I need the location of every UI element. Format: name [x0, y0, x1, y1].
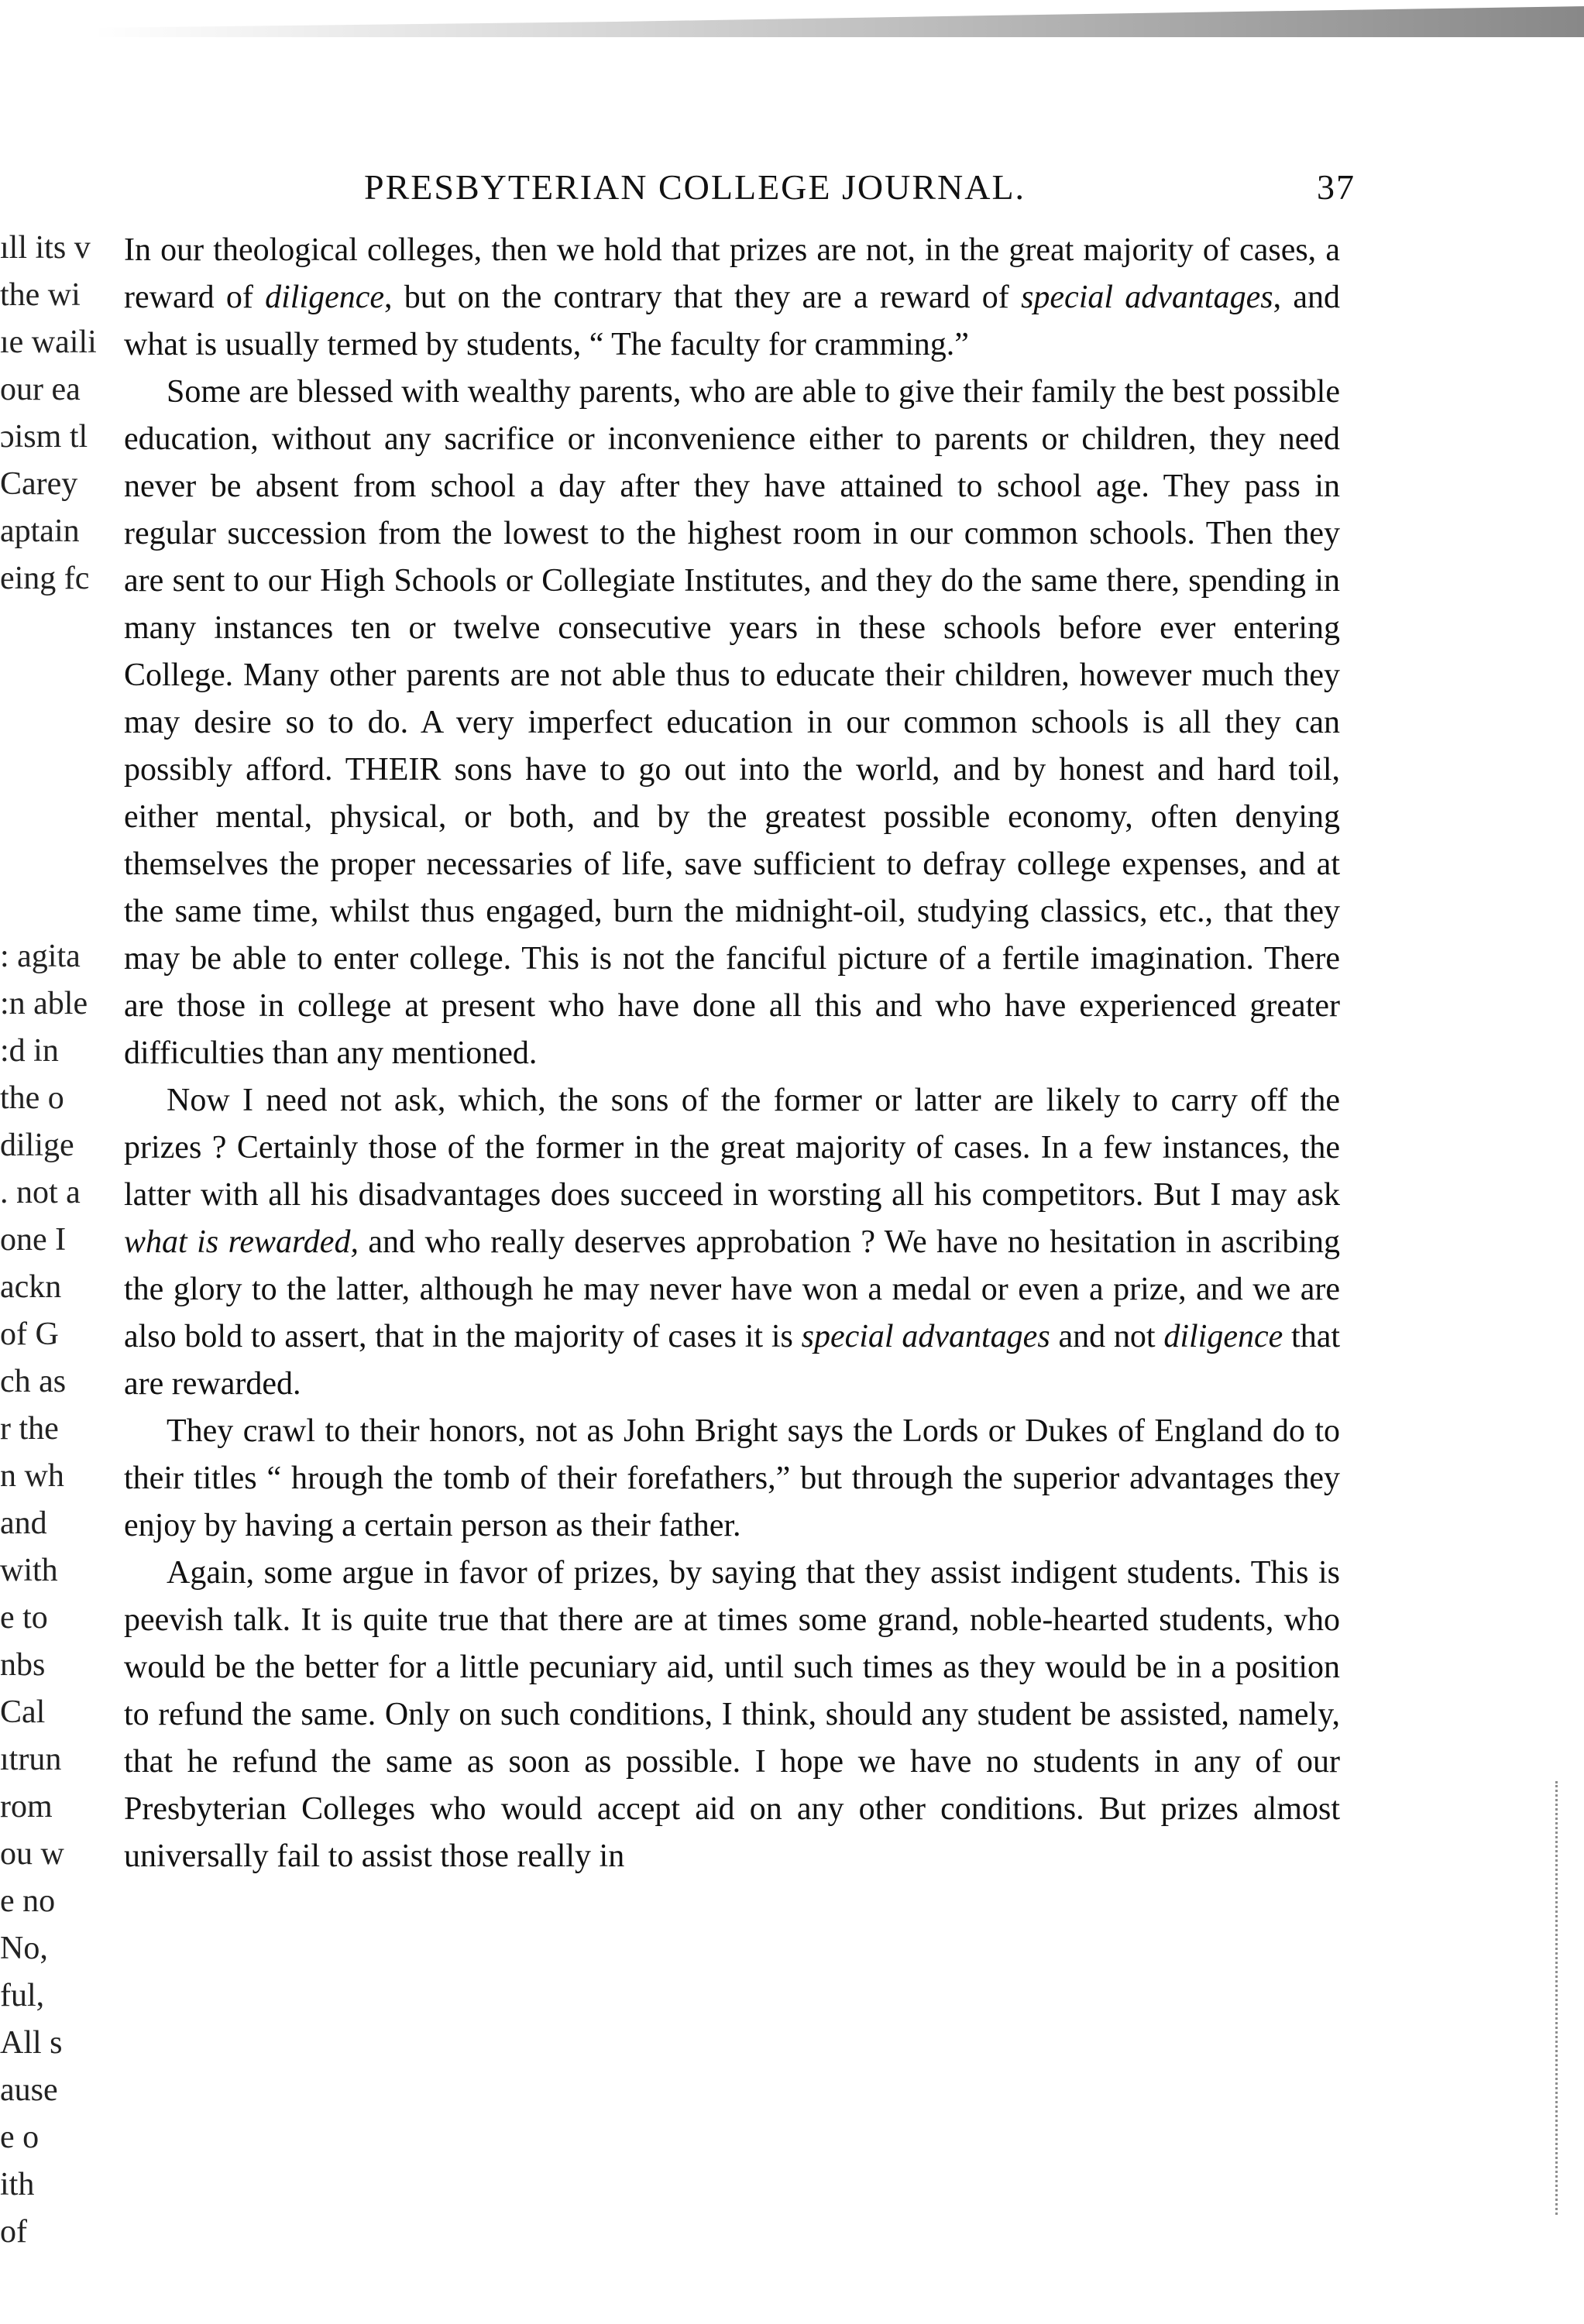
margin-fragment — [0, 744, 136, 791]
paragraph-p4 — [124, 1408, 1340, 1550]
margin-fragment: eing fc — [0, 561, 90, 596]
margin-fragment: our ea — [0, 372, 81, 407]
margin-fragment: aptain — [0, 513, 80, 549]
text-run: that are rewarded. — [124, 1319, 1341, 1402]
margin-fragment: the wi — [0, 277, 81, 313]
text-run: In our theological colleges, then we hold that prizes are not, in the great majority of cases, a reward of — [124, 232, 1340, 315]
italic-text: special advantages — [1021, 280, 1273, 315]
running-header — [364, 166, 1356, 208]
margin-fragment: dilige — [0, 1128, 74, 1163]
margin-fragment — [0, 697, 136, 744]
margin-fragment: e o — [0, 2120, 40, 2155]
text-run: and who really deserves approbation ? We have no hesitation in ascribing the glory to the latter, although he may never have won a medal or even a prize, and we are also bold to assert, that in the majority of cases it is — [124, 1224, 1340, 1354]
margin-fragment: ith — [0, 2167, 35, 2202]
italic-text: diligence — [1163, 1319, 1283, 1354]
margin-fragment — [0, 839, 136, 886]
margin-fragment: the o — [0, 1080, 64, 1116]
margin-fragment: ackn — [0, 1269, 62, 1305]
text-run: Now I need not ask, which, the sons of the former or latter are likely to carry off the prizes ? Certainly those of the former in the great majority of cases. In a few instances, the latter with all his disadvantages does succeed in worsting all his competitors. But I may ask — [124, 1083, 1340, 1213]
margin-fragment: No, — [0, 1931, 48, 1966]
margin-fragment: ıtrun — [0, 1742, 62, 1777]
scan-edge-noise — [93, 6, 1584, 37]
margin-fragment — [0, 650, 136, 697]
margin-fragment: Carey — [0, 466, 78, 502]
margin-fragment: Cal — [0, 1694, 46, 1730]
text-run: Some are blessed with wealthy parents, who are able to give their family the best possible education, without any sacrifice or inconvenience either to parents or children, they need never be absent from school a day after they have attained to school age. They pass in regular succession from the lowest to the highest room in our common schools. Then they are sent to our High Schools or Collegiate Institutes, and they do the same there, spending in many instances ten or twelve consecutive years in these schools before ever entering College. Many other parents are not able thus to educate their children, however much they may desire so to do. A very imperfect education in our common schools is all they can possibly afford. THEIR sons have to go out into the world, and by honest and hard toil, either mental, physical, or both, and by the greatest possible economy, often denying themselves the proper necessaries of life, save sufficient to defray college expenses, and at the same time, whilst thus engaged, burn the midnight-oil, studying classics, etc., that they may be able to enter college. This is not the fanciful picture of a fertile imagination. There are those in college at present who have done all this and who have experienced greater difficulties than any mentioned. — [124, 374, 1340, 1071]
margin-fragment — [0, 791, 136, 839]
margin-fragment: ause — [0, 2072, 58, 2108]
margin-fragment — [0, 602, 136, 650]
paragraph-p1 — [124, 227, 1340, 369]
margin-fragment: ıll its v — [0, 230, 91, 266]
text-run: Again, some argue in favor of prizes, by saying that they assist indigent students. This is peevish talk. It is quite true that there are at times some grand, noble-hearted students, who would be the better for a little pecuniary aid, until such times as they would be in a position to refund the same. Only on such conditions, I think, should any student be assisted, namely, that he refund the same as soon as possible. I hope we have no students in any of our Presbyterian Colleges who would accept aid on any other conditions. But prizes almost universally fail to assist those really in — [124, 1555, 1340, 1874]
text-run: , but on the contrary that they are a reward of — [384, 280, 1022, 315]
margin-fragment: rom — [0, 1789, 53, 1825]
margin-fragment: ɔism tl — [0, 419, 88, 455]
italic-text: special advantages — [801, 1319, 1050, 1354]
bleed-through-margin — [0, 225, 136, 2256]
margin-fragment: r the — [0, 1411, 59, 1447]
margin-fragment: e no — [0, 1883, 56, 1919]
margin-fragment: All s — [0, 2025, 63, 2061]
text-run: They crawl to their honors, not as John Bright says the Lords or Dukes of England do to their titles “ hrough the tomb of their forefathers,” but through the superior advantages they enjoy by having a certain person as their father. — [124, 1413, 1340, 1543]
margin-fragment: e to — [0, 1600, 48, 1636]
margin-fragment: nbs — [0, 1647, 46, 1683]
margin-fragment: ou w — [0, 1836, 64, 1872]
margin-fragment: of — [0, 2214, 27, 2250]
margin-fragment: :d in — [0, 1033, 59, 1069]
paragraph-p5 — [124, 1550, 1340, 1880]
paragraph-p3 — [124, 1077, 1340, 1408]
margin-fragment: with — [0, 1553, 58, 1588]
margin-fragment: ch as — [0, 1364, 67, 1399]
margin-fragment — [0, 886, 136, 933]
margin-fragment: : agita — [0, 939, 81, 974]
margin-fragment: of G — [0, 1316, 59, 1352]
margin-fragment: ıe waili — [0, 324, 97, 360]
article-body — [124, 227, 1340, 1880]
italic-text: what is rewarded, — [124, 1224, 359, 1260]
text-run: , and what is usually termed by students, “ The faculty for cramming.” — [124, 280, 1340, 362]
margin-fragment: :n able — [0, 986, 88, 1021]
page-number: 37 — [1317, 167, 1356, 207]
scan-edge-marks — [1555, 1781, 1560, 2215]
margin-fragment: . not a — [0, 1175, 81, 1210]
margin-fragment: and — [0, 1505, 47, 1541]
journal-title: PRESBYTERIAN COLLEGE JOURNAL. — [364, 167, 1026, 207]
paragraph-p2 — [124, 369, 1340, 1077]
margin-fragment: one I — [0, 1222, 67, 1258]
text-run: and not — [1050, 1319, 1164, 1354]
margin-fragment: n wh — [0, 1458, 64, 1494]
margin-fragment: ful, — [0, 1978, 45, 2013]
italic-text: diligence — [265, 280, 385, 315]
